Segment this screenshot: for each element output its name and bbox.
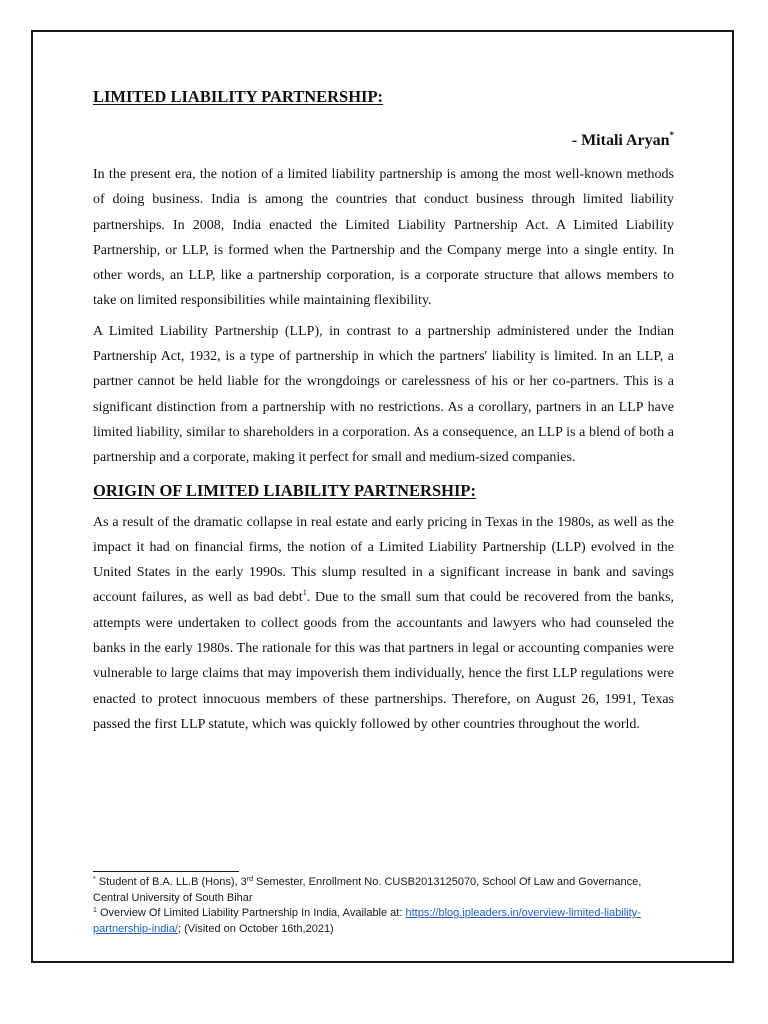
footnote-1-mark: 1 [93, 907, 97, 914]
document-title: LIMITED LIABILITY PARTNERSHIP: [93, 87, 384, 106]
intro-paragraph-2: A Limited Liability Partnership (LLP), in contrast to a partnership administered under the Indian Partnership Act, 1932, is a type of partnership in which the partners' liability is limited. In an LLP, a partner cannot be held liable for the wrongdoings or carelessness of his or her co-partners. This is a significant distinction from a partnership with no restrictions. As a corollary, partners in an LLP have limited liability, similar to shareholders in a corporation. As a consequence, an LLP is a blend of both a partnership and a corporate, making it perfect for small and medium-sized companies. [93, 323, 674, 466]
footnotes [93, 871, 678, 937]
footnote-separator [93, 871, 239, 872]
footnote-author-mark: * [93, 876, 96, 883]
footnote-1-link[interactable]: https://blog.ipleaders.in/overview-limited-liability-partnership-india/ [93, 907, 641, 935]
footnote-author [93, 875, 678, 906]
footnote-author-text-after: Semester, Enrollment No. CUSB2013125070, School Of Law and Governance, Central University of South Bihar [93, 876, 642, 904]
origin-text-part1: As a result of the dramatic collapse in real estate and early pricing in Texas in the 1980s, as well as the impact it had on financial firms, the notion of a Limited Liability Partnership (LLP) evolved in the United States in the early 1990s. This slump resulted in a significant increase in bank and savings account failures, as well as bad debt [93, 514, 674, 606]
footnote-1-text: Overview Of Limited Liability Partnership In India, Available at: [96, 907, 406, 919]
origin-paragraph [93, 510, 674, 738]
author-footnote-mark: * [669, 130, 674, 140]
footnote-reference-1[interactable]: 1 [302, 588, 307, 598]
author-name: - Mitali Aryan [571, 132, 670, 149]
author-line [93, 124, 674, 152]
footnote-author-text-before: Student of B.A. LL.B (Hons), 3 [95, 876, 247, 888]
footnote-1-visited: ; (Visited on October 16th,2021) [178, 922, 334, 935]
intro-paragraph-1: In the present era, the notion of a limited liability partnership is among the most well-known methods of doing business. India is among the countries that conduct business through limited liability partnerships. In 2008, India enacted the Limited Liability Partnership Act. A Limited Liability Partnership, or LLP, is formed when the Partnership and the Company merge into a single entity. In other words, an LLP, like a partnership corporation, is a corporate structure that allows members to take on limited responsibilities while maintaining flexibility. [93, 167, 674, 309]
document-body [93, 86, 674, 742]
footnote-author-ordinal: rd [246, 876, 253, 883]
footnote-1 [93, 906, 678, 937]
origin-text-part2: . Due to the small sum that could be recovered from the banks, attempts were undertaken to collect goods from the accountants and lawyers who had counseled the banks in the early 1980s. The rationale for this was that partners in legal or accounting companies were vulnerable to large claims that may impoverish them individually, hence the first LLP regulations were enacted to protect innocuous members of these partnerships. Therefore, on August 26, 1991, Texas passed the first LLP statute, which was quickly followed by other countries throughout the world. [93, 590, 674, 732]
section-heading-origin: ORIGIN OF LIMITED LIABILITY PARTNERSHIP: [93, 480, 476, 500]
